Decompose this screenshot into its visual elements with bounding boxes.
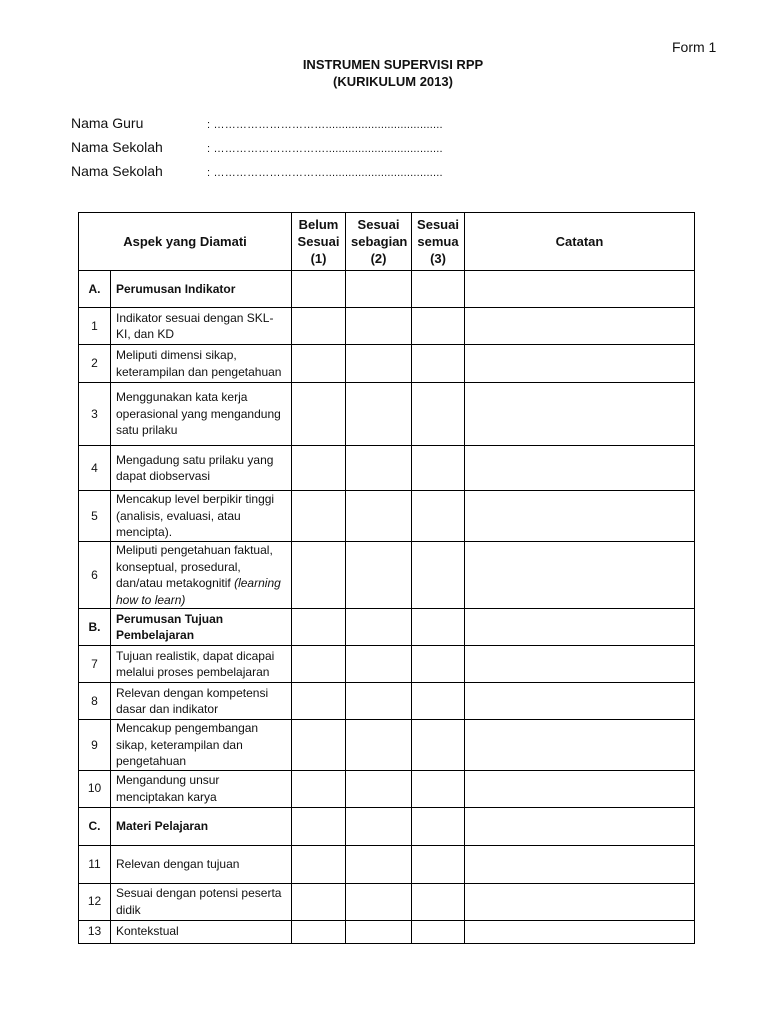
field-nama-sekolah-2[interactable] [71,163,443,179]
field-label: Nama Sekolah [71,139,163,155]
table-row [79,770,695,807]
section-title: Materi Pelajaran [111,807,292,845]
cell-sesuai-semua[interactable] [412,720,465,771]
cell-catatan[interactable] [465,920,695,943]
cell-catatan[interactable] [465,308,695,345]
table-row [79,345,695,383]
row-number: 11 [79,845,111,883]
section-row-b [79,609,695,646]
field-label: Nama Sekolah [71,163,163,179]
row-number: 3 [79,383,111,446]
cell-belum-sesuai[interactable] [292,491,346,542]
table-row [79,683,695,720]
table-header-row [79,213,695,271]
cell-sesuai-semua[interactable] [412,271,465,308]
row-aspect: Relevan dengan tujuan [111,845,292,883]
row-aspect: Kontekstual [111,920,292,943]
cell-sesuai-sebagian[interactable] [346,308,412,345]
section-row-c [79,807,695,845]
row-number: 12 [79,883,111,920]
header-text: Sesuai [357,217,400,232]
cell-catatan[interactable] [465,683,695,720]
cell-belum-sesuai[interactable] [292,609,346,646]
cell-belum-sesuai[interactable] [292,920,346,943]
header-text: (2) [370,251,387,266]
table-row [79,491,695,542]
header-text: sebagian [351,234,408,249]
table-row [79,720,695,771]
section-row-a [79,271,695,308]
cell-sesuai-sebagian[interactable] [346,542,412,609]
row-number: 9 [79,720,111,771]
cell-catatan[interactable] [465,883,695,920]
cell-sesuai-sebagian[interactable] [346,271,412,308]
header-catatan: Catatan [465,213,695,271]
cell-sesuai-semua[interactable] [412,542,465,609]
header-text: Belum [298,217,339,232]
table-row [79,383,695,446]
cell-belum-sesuai[interactable] [292,807,346,845]
cell-belum-sesuai[interactable] [292,720,346,771]
row-number: 7 [79,646,111,683]
header-sesuai-sebagian [346,213,412,271]
cell-sesuai-semua[interactable] [412,920,465,943]
table-row [79,920,695,943]
cell-catatan[interactable] [465,446,695,491]
row-aspect: Relevan dengan kompetensi dasar dan indikator [111,683,292,720]
row-aspect: Mengadung satu prilaku yang dapat diobservasi [111,446,292,491]
section-code: C. [79,807,111,845]
cell-sesuai-sebagian[interactable] [346,770,412,807]
cell-sesuai-semua[interactable] [412,609,465,646]
cell-belum-sesuai[interactable] [292,542,346,609]
cell-belum-sesuai[interactable] [292,646,346,683]
field-blank[interactable]: : ………………………….................................... [207,119,443,131]
cell-sesuai-semua[interactable] [412,383,465,446]
row-aspect: Meliputi dimensi sikap, keterampilan dan pengetahuan [111,345,292,383]
row-number: 5 [79,491,111,542]
header-text: semua [417,234,459,249]
header-sesuai-semua [412,213,465,271]
cell-sesuai-sebagian[interactable] [346,920,412,943]
cell-catatan[interactable] [465,383,695,446]
cell-belum-sesuai[interactable] [292,883,346,920]
row-number: 2 [79,345,111,383]
cell-belum-sesuai[interactable] [292,770,346,807]
header-text: Sesuai [417,217,459,232]
section-title: Perumusan Tujuan Pembelajaran [111,609,292,646]
row-number: 1 [79,308,111,345]
field-nama-sekolah[interactable] [71,139,443,155]
row-aspect: Mencakup level berpikir tinggi (analisis, evaluasi, atau mencipta). [111,491,292,542]
cell-sesuai-semua[interactable] [412,845,465,883]
cell-catatan[interactable] [465,609,695,646]
cell-catatan[interactable] [465,646,695,683]
cell-catatan[interactable] [465,542,695,609]
cell-catatan[interactable] [465,491,695,542]
cell-sesuai-semua[interactable] [412,646,465,683]
row-aspect: Tujuan realistik, dapat dicapai melalui proses pembelajaran [111,646,292,683]
cell-catatan[interactable] [465,720,695,771]
row-aspect: Indikator sesuai dengan SKL-KI, dan KD [111,308,292,345]
cell-catatan[interactable] [465,807,695,845]
section-code: B. [79,609,111,646]
section-title: Perumusan Indikator [111,271,292,308]
cell-belum-sesuai[interactable] [292,845,346,883]
document-title [0,56,768,90]
title-line-2: (KURIKULUM 2013) [333,74,453,89]
field-nama-guru[interactable] [71,115,443,131]
cell-sesuai-semua[interactable] [412,446,465,491]
title-line-1: INSTRUMEN SUPERVISI RPP [302,57,484,72]
table-row [79,845,695,883]
cell-sesuai-sebagian[interactable] [346,683,412,720]
cell-sesuai-semua[interactable] [412,345,465,383]
cell-catatan[interactable] [465,271,695,308]
cell-sesuai-sebagian[interactable] [346,646,412,683]
row-number: 8 [79,683,111,720]
cell-belum-sesuai[interactable] [292,446,346,491]
cell-sesuai-semua[interactable] [412,491,465,542]
table-row [79,542,695,609]
row-aspect [111,542,292,609]
cell-sesuai-sebagian[interactable] [346,345,412,383]
cell-sesuai-semua[interactable] [412,770,465,807]
field-blank[interactable]: : ………………………….................................... [207,143,443,155]
table-row [79,308,695,345]
header-text: Sesuai [297,234,340,249]
field-label: Nama Guru [71,115,144,131]
cell-sesuai-semua[interactable] [412,883,465,920]
cell-belum-sesuai[interactable] [292,345,346,383]
table-row [79,446,695,491]
row-aspect: Menggunakan kata kerja operasional yang mengandung satu prilaku [111,383,292,446]
table-row [79,883,695,920]
form-number-label: Form 1 [672,39,717,55]
field-blank[interactable]: : ………………………….................................... [207,167,443,179]
cell-sesuai-sebagian[interactable] [346,446,412,491]
row-aspect: Mencakup pengembangan sikap, keterampilan dan pengetahuan [111,720,292,771]
cell-sesuai-sebagian[interactable] [346,807,412,845]
cell-sesuai-sebagian[interactable] [346,883,412,920]
header-aspek: Aspek yang Diamati [79,213,292,271]
cell-sesuai-sebagian[interactable] [346,845,412,883]
cell-sesuai-semua[interactable] [412,308,465,345]
section-code: A. [79,271,111,308]
row-number: 6 [79,542,111,609]
cell-catatan[interactable] [465,845,695,883]
cell-sesuai-sebagian[interactable] [346,383,412,446]
row-aspect: Sesuai dengan potensi peserta didik [111,883,292,920]
header-belum-sesuai [292,213,346,271]
cell-sesuai-semua[interactable] [412,807,465,845]
cell-catatan[interactable] [465,770,695,807]
row-number: 4 [79,446,111,491]
cell-sesuai-sebagian[interactable] [346,609,412,646]
row-number: 13 [79,920,111,943]
cell-belum-sesuai[interactable] [292,271,346,308]
cell-belum-sesuai[interactable] [292,383,346,446]
aspect-italic-text: (learning how to learn) [116,576,281,607]
table-row [79,646,695,683]
row-number: 10 [79,770,111,807]
header-text: (1) [310,251,327,266]
row-aspect: Mengandung unsur menciptakan karya [111,770,292,807]
cell-catatan[interactable] [465,345,695,383]
header-text: (3) [430,251,446,266]
cell-belum-sesuai[interactable] [292,308,346,345]
cell-belum-sesuai[interactable] [292,683,346,720]
cell-sesuai-sebagian[interactable] [346,720,412,771]
cell-sesuai-sebagian[interactable] [346,491,412,542]
aspect-text: Meliputi pengetahuan faktual, konseptual, prosedural, dan/atau metakognitif [116,543,273,590]
cell-sesuai-semua[interactable] [412,683,465,720]
supervision-checklist-table [78,212,695,944]
